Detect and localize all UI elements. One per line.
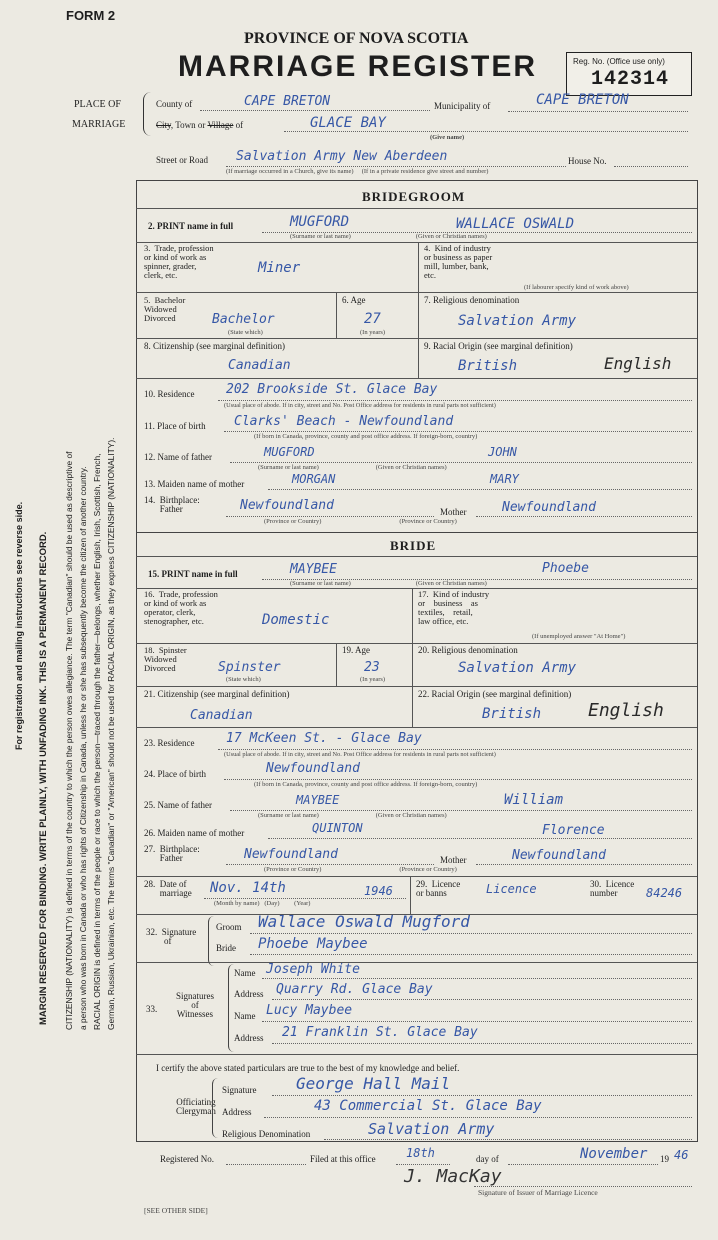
municipality-value: CAPE BRETON bbox=[536, 92, 629, 108]
f6-label: 6. Age bbox=[342, 295, 366, 305]
f10-caption: (Usual place of abode. If in city, street and No. Post Office address for residents in rural parts not sufficient) bbox=[224, 402, 496, 409]
f21-label: 21. Citizenship (see marginal definition) bbox=[144, 689, 290, 699]
groom-father-given: JOHN bbox=[488, 445, 517, 459]
issuer-signature: J. MacKay bbox=[404, 1166, 502, 1187]
bride-citizenship: Canadian bbox=[190, 708, 253, 723]
groom-occupation: Miner bbox=[258, 260, 301, 276]
reg-number-value: 142314 bbox=[591, 68, 670, 91]
f17-label: 17. Kind of industry or business as textiles, retail, law office, etc. bbox=[418, 589, 490, 626]
certify-text: I certify the above stated particulars are true to the best of my knowledge and belief. bbox=[156, 1063, 460, 1073]
give-name-caption: (Give name) bbox=[430, 134, 465, 141]
town-value: GLACE BAY bbox=[310, 115, 386, 131]
town-label-of: of bbox=[233, 120, 244, 130]
f27-mother-label: Mother bbox=[440, 855, 467, 865]
witness2-address: 21 Franklin St. Glace Bay bbox=[282, 1025, 478, 1040]
f32-label: 32. Signature of bbox=[146, 927, 197, 946]
clergy-address-label: Address bbox=[222, 1107, 252, 1117]
f7-label: 7. Religious denomination bbox=[424, 295, 520, 305]
province-heading: PROVINCE OF NOVA SCOTIA bbox=[244, 30, 469, 47]
bride-sig-label: Bride bbox=[216, 943, 236, 953]
bride-heading: BRIDE bbox=[390, 538, 437, 553]
religious-label: Religious Denomination bbox=[222, 1129, 311, 1139]
bride-signature: Phoebe Maybee bbox=[258, 936, 368, 952]
filed-month: November bbox=[580, 1146, 648, 1162]
f12-caption: (Surname or last name) (Given or Christian names) bbox=[258, 464, 447, 471]
bride-racial-origin-note: English bbox=[588, 700, 664, 721]
f12-label: 12. Name of father bbox=[144, 452, 212, 462]
f11-caption: (If born in Canada, province, county and post office address. If foreign-born, country) bbox=[254, 433, 478, 440]
f24-label: 24. Place of birth bbox=[144, 769, 206, 779]
f2-caption: (Surname or last name) (Given or Christian names) bbox=[290, 233, 487, 240]
f14-mother-label: Mother bbox=[440, 507, 467, 517]
clergy-signature: George Hall Mail bbox=[296, 1074, 451, 1093]
f18-caption: (State which) bbox=[226, 676, 261, 683]
f23-label: 23. Residence bbox=[144, 738, 195, 748]
f10-label: 10. Residence bbox=[144, 389, 195, 399]
f19-caption: (In years) bbox=[360, 676, 386, 683]
f13-label: 13. Maiden name of mother bbox=[144, 479, 245, 489]
f4-label: 4. Kind of industry or business as paper mill, lumber, bank, etc. bbox=[424, 243, 493, 280]
margin-line-2: MARGIN RESERVED FOR BINDING. WRITE PLAINLY, WITH UNFADING INK. THIS IS A PERMANENT RECORD. bbox=[38, 531, 49, 1025]
house-label: House No. bbox=[568, 156, 607, 166]
filed-year: 46 bbox=[674, 1148, 689, 1162]
w2-address-label: Address bbox=[234, 1033, 264, 1043]
f15-label: 15. PRINT name in full bbox=[148, 569, 238, 579]
bride-racial-origin: British bbox=[482, 706, 542, 722]
witness-label: Signatures of Witnesses bbox=[176, 991, 214, 1019]
f5-caption: (State which) bbox=[228, 329, 263, 336]
bride-mother-surname: QUINTON bbox=[312, 821, 363, 835]
bride-given: Phoebe bbox=[542, 561, 589, 576]
witness1-address: Quarry Rd. Glace Bay bbox=[276, 982, 433, 997]
licence-number: 84246 bbox=[646, 886, 683, 900]
form-number: FORM 2 bbox=[66, 8, 116, 23]
filed-day: 18th bbox=[406, 1146, 435, 1160]
filed-label: Filed at this office bbox=[310, 1154, 376, 1164]
town-label bbox=[156, 120, 243, 130]
margin-line-4: a person who was born in Canada or who has rights of Citizenship in Canada, unless he or she has subsequently become the citizen of another country. bbox=[78, 466, 88, 1030]
witness1-name: Joseph White bbox=[266, 962, 360, 977]
margin-line-5: RACIAL ORIGIN is defined in terms of the people or race to which the person—traced through the father—belongs, whether English, Irish, Scottish, French, bbox=[92, 453, 102, 1030]
f27-label: 27. Birthplace: Father bbox=[144, 844, 200, 863]
bride-age: 23 bbox=[364, 660, 380, 675]
w1-name-label: Name bbox=[234, 968, 256, 978]
day-of-label: day of bbox=[476, 1154, 499, 1164]
see-other-side: [SEE OTHER SIDE] bbox=[144, 1206, 208, 1215]
f28-label: 28. Date of marriage bbox=[144, 879, 192, 898]
f24-caption: (If born in Canada, province, county and post office address. If foreign-born, country) bbox=[254, 781, 478, 788]
f20-label: 20. Religious denomination bbox=[418, 645, 518, 655]
f29-label: 29. Licence or banns bbox=[416, 879, 461, 898]
groom-surname: MUGFORD bbox=[290, 214, 350, 230]
f15-caption: (Surname or last name) (Given or Christian names) bbox=[290, 580, 487, 587]
reg-number-label: Reg. No. (Office use only) bbox=[573, 57, 665, 66]
groom-mother-given: MARY bbox=[490, 472, 519, 486]
f25-label: 25. Name of father bbox=[144, 800, 212, 810]
groom-sig-label: Groom bbox=[216, 922, 242, 932]
sig-brace bbox=[208, 916, 215, 966]
bridegroom-heading: BRIDEGROOM bbox=[362, 189, 466, 204]
town-label-middle: , Town or bbox=[170, 120, 206, 130]
f30-label: 30. Licence number bbox=[590, 879, 635, 898]
bride-father-given: William bbox=[504, 792, 564, 808]
clergy-religion: Salvation Army bbox=[368, 1120, 495, 1138]
groom-citizenship: Canadian bbox=[228, 358, 291, 373]
f11-label: 11. Place of birth bbox=[144, 421, 206, 431]
f27-caption: (Province or Country) (Province or Country) bbox=[264, 866, 457, 873]
f5-label: 5. Bachelor Widowed Divorced bbox=[144, 295, 186, 323]
groom-father-surname: MUGFORD bbox=[264, 445, 315, 459]
marriage-date: Nov. 14th bbox=[210, 880, 286, 896]
bride-mother-given: Florence bbox=[542, 823, 605, 838]
groom-signature: Wallace Oswald Mugford bbox=[258, 912, 470, 931]
place-brace bbox=[143, 92, 152, 136]
bride-surname: MAYBEE bbox=[290, 562, 337, 577]
f26-label: 26. Maiden name of mother bbox=[144, 828, 245, 838]
bride-residence: 17 McKeen St. - Glace Bay bbox=[226, 731, 422, 746]
witness2-name: Lucy Maybee bbox=[266, 1003, 353, 1018]
clergy-address: 43 Commercial St. Glace Bay bbox=[314, 1098, 542, 1114]
groom-given: WALLACE OSWALD bbox=[456, 216, 575, 232]
county-value: CAPE BRETON bbox=[244, 94, 331, 109]
year-prefix: 19 bbox=[660, 1154, 669, 1164]
bride-father-birthplace: Newfoundland bbox=[244, 847, 338, 862]
municipality-label: Municipality of bbox=[434, 101, 491, 111]
margin-line-6: German, Russian, Ukrainian, etc. The terms "Canadian" or "American" should not be used for RACIAL ORIGIN, as they express CITIZENSHIP (NATIONALITY). bbox=[106, 437, 116, 1030]
bride-father-surname: MAYBEE bbox=[296, 793, 340, 807]
clergy-signature-label: Signature bbox=[222, 1085, 257, 1095]
town-label-village: Village bbox=[207, 120, 234, 130]
county-label: County of bbox=[156, 99, 193, 109]
f28-caption: (Month by name) (Day) (Year) bbox=[214, 900, 311, 907]
groom-racial-origin: British bbox=[458, 358, 518, 374]
groom-racial-origin-note: English bbox=[604, 354, 672, 373]
groom-birthplace: Clarks' Beach - Newfoundland bbox=[234, 414, 454, 429]
groom-religion: Salvation Army bbox=[458, 313, 577, 329]
registered-label: Registered No. bbox=[160, 1154, 214, 1164]
bride-religion: Salvation Army bbox=[458, 660, 577, 676]
margin-line-1: For registration and mailing instructions see reverse side. bbox=[14, 501, 24, 750]
f4-caption: (If labourer specify kind of work above) bbox=[524, 284, 629, 291]
groom-father-birthplace: Newfoundland bbox=[240, 498, 334, 513]
f18-label: 18. Spinster Widowed Divorced bbox=[144, 645, 187, 673]
reg-number-box bbox=[566, 52, 692, 96]
f25-caption: (Surname or last name) (Given or Christian names) bbox=[258, 812, 447, 819]
place-of-label: PLACE OF bbox=[74, 99, 121, 110]
street-label: Street or Road bbox=[156, 155, 208, 165]
f2-label: 2. PRINT name in full bbox=[148, 221, 234, 231]
margin-line-3: CITIZENSHIP (NATIONALITY) is defined in terms of the country to which the person owes allegiance. The term "Canadian" should be used as descriptive of bbox=[64, 451, 74, 1030]
f8-label: 8. Citizenship (see marginal definition) bbox=[144, 341, 286, 351]
f33-label: 33. bbox=[146, 1004, 158, 1014]
town-label-city: City bbox=[156, 120, 171, 130]
f9-label: 9. Racial Origin (see marginal definition) bbox=[424, 341, 573, 351]
f16-label: 16. Trade, profession or kind of work as operator, clerk, stenographer, etc. bbox=[144, 589, 218, 626]
f6-caption: (In years) bbox=[360, 329, 386, 336]
margin-instructions bbox=[8, 150, 148, 1050]
w1-address-label: Address bbox=[234, 989, 264, 999]
f14-caption: (Province or Country) (Province or Country) bbox=[264, 518, 457, 525]
clergy-brace bbox=[212, 1078, 219, 1138]
issuer-caption: Signature of Issuer of Marriage Licence bbox=[478, 1188, 598, 1197]
clergy-label: Officiating Clergyman bbox=[176, 1097, 216, 1116]
w2-name-label: Name bbox=[234, 1011, 256, 1021]
f14-label: 14. Birthplace: Father bbox=[144, 495, 200, 514]
groom-mother-birthplace: Newfoundland bbox=[502, 500, 596, 515]
f3-label: 3. Trade, profession or kind of work as spinner, grader, clerk, etc. bbox=[144, 243, 214, 280]
f22-label: 22. Racial Origin (see marginal definition) bbox=[418, 689, 572, 699]
marriage-label: MARRIAGE bbox=[72, 119, 126, 130]
bride-occupation: Domestic bbox=[262, 612, 330, 628]
bride-mother-birthplace: Newfoundland bbox=[512, 848, 606, 863]
bride-marital-status: Spinster bbox=[218, 660, 281, 675]
groom-age: 27 bbox=[364, 311, 381, 327]
f23-caption: (Usual place of abode. If in city, street and No. Post Office address for residents in rural parts not sufficient) bbox=[224, 751, 496, 758]
bride-birthplace: Newfoundland bbox=[266, 761, 360, 776]
groom-residence: 202 Brookside St. Glace Bay bbox=[226, 382, 438, 397]
groom-mother-surname: MORGAN bbox=[292, 472, 336, 486]
licence-or-banns: Licence bbox=[486, 882, 537, 896]
f19-label: 19. Age bbox=[342, 645, 370, 655]
f17-caption: (If unemployed answer "At Home") bbox=[532, 633, 626, 640]
street-value: Salvation Army New Aberdeen bbox=[236, 149, 448, 164]
marriage-year: 1946 bbox=[364, 884, 393, 898]
page-title: MARRIAGE REGISTER bbox=[178, 50, 538, 83]
groom-marital-status: Bachelor bbox=[212, 312, 275, 327]
street-caption: (If marriage occurred in a Church, give its name) (If in a private residence give street and number) bbox=[226, 168, 489, 175]
